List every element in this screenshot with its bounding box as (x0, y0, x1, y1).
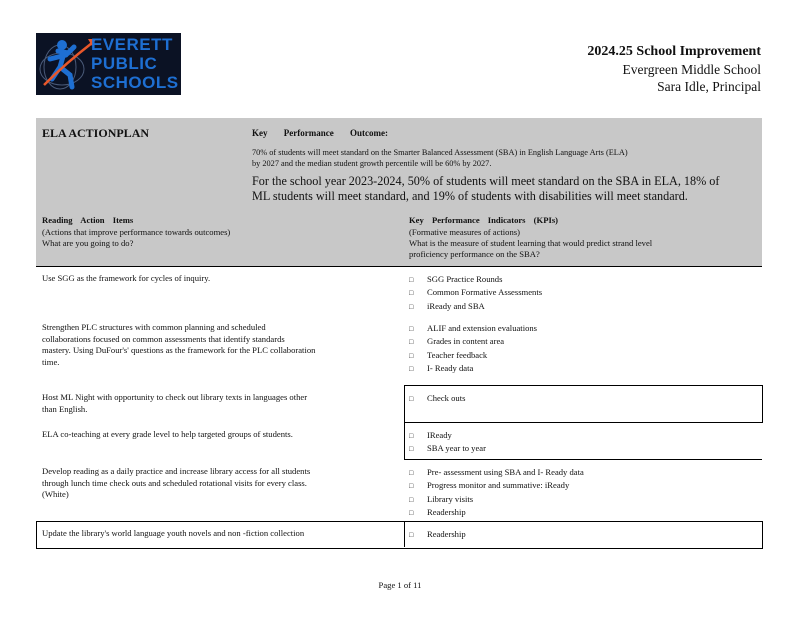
logo-word-2: PUBLIC (91, 54, 158, 73)
runner-icon (36, 33, 96, 95)
kpo-text-2: by 2027 and the median student growth percentile will be 60% by 2027. (252, 159, 492, 168)
action-item: Use SGG as the framework for cycles of inquiry. (42, 273, 211, 283)
kpo-text-1: 70% of students will meet standard on the Smarter Balanced Assessment (SBA) in English Language Arts (ELA) (252, 148, 628, 157)
logo-word-1: EVERETT (91, 35, 173, 54)
column-divider (404, 522, 405, 547)
left-column-sub-2: What are you going to do? (42, 238, 134, 248)
school-name: Evergreen Middle School (622, 62, 761, 77)
left-column-heading: Reading Action Items (42, 215, 134, 225)
goal-line-2: ML students will meet standard, and 19% of students with disabilities will meet standard. (252, 189, 688, 203)
column-divider (404, 421, 405, 459)
action-item: Strengthen PLC structures with common planning and scheduled collaborations focused on common assessments that identify standards mastery. Using DuFour's' questions as the framework for the PLC collaboration time. (42, 322, 316, 367)
goal-line-1: For the school year 2023-2024, 50% of students will meet standard on the SBA in ELA, 18% of (252, 174, 720, 188)
kpi-list: □ IReady □ SBA year to year (409, 429, 486, 456)
action-item: Update the library's world language youth novels and non -fiction collection (42, 528, 305, 538)
kpo-label: Key Performance Outcome: (252, 128, 388, 138)
page-number: Page 1 of 11 (378, 580, 422, 590)
district-logo (36, 33, 181, 95)
row-divider (404, 459, 762, 460)
right-column-heading: Key Performance Indicators (KPIs) (409, 215, 559, 225)
row-divider (36, 266, 762, 267)
right-column-sub-1: (Formative measures of actions) (409, 227, 520, 237)
right-column-sub-3: proficiency performance on the SBA? (409, 249, 540, 259)
logo-word-3: SCHOOLS (91, 73, 179, 92)
plan-title: ELA ACTIONPLAN (42, 126, 150, 140)
action-item: ELA co-teaching at every grade level to help targeted groups of students. (42, 429, 293, 439)
kpi-list: □ Pre- assessment using SBA and I- Ready data □ Progress monitor and summative: iReady □ Library visits □ Readership (409, 466, 584, 519)
page-title: 2024.25 School Improvement (587, 44, 761, 59)
kpi-list: □ Check outs (409, 392, 465, 405)
right-column-sub-2: What is the measure of student learning that would predict strand level (409, 238, 653, 248)
kpi-list: □ ALIF and extension evaluations □ Grades in content area □ Teacher feedback □ I- Ready data (409, 322, 537, 375)
left-column-sub-1: (Actions that improve performance towards outcomes) (42, 227, 231, 237)
kpi-list: □ SGG Practice Rounds □ Common Formative Assessments □ iReady and SBA (409, 273, 542, 313)
action-item: Develop reading as a daily practice and increase library access for all students through lunch time check outs and scheduled rotational visits for every class. (White) (42, 466, 311, 499)
principal-name: Sara Idle, Principal (657, 79, 761, 94)
kpi-list: □ Readership (409, 528, 466, 541)
action-item: Host ML Night with opportunity to check out library texts in languages other than English. (42, 392, 308, 414)
